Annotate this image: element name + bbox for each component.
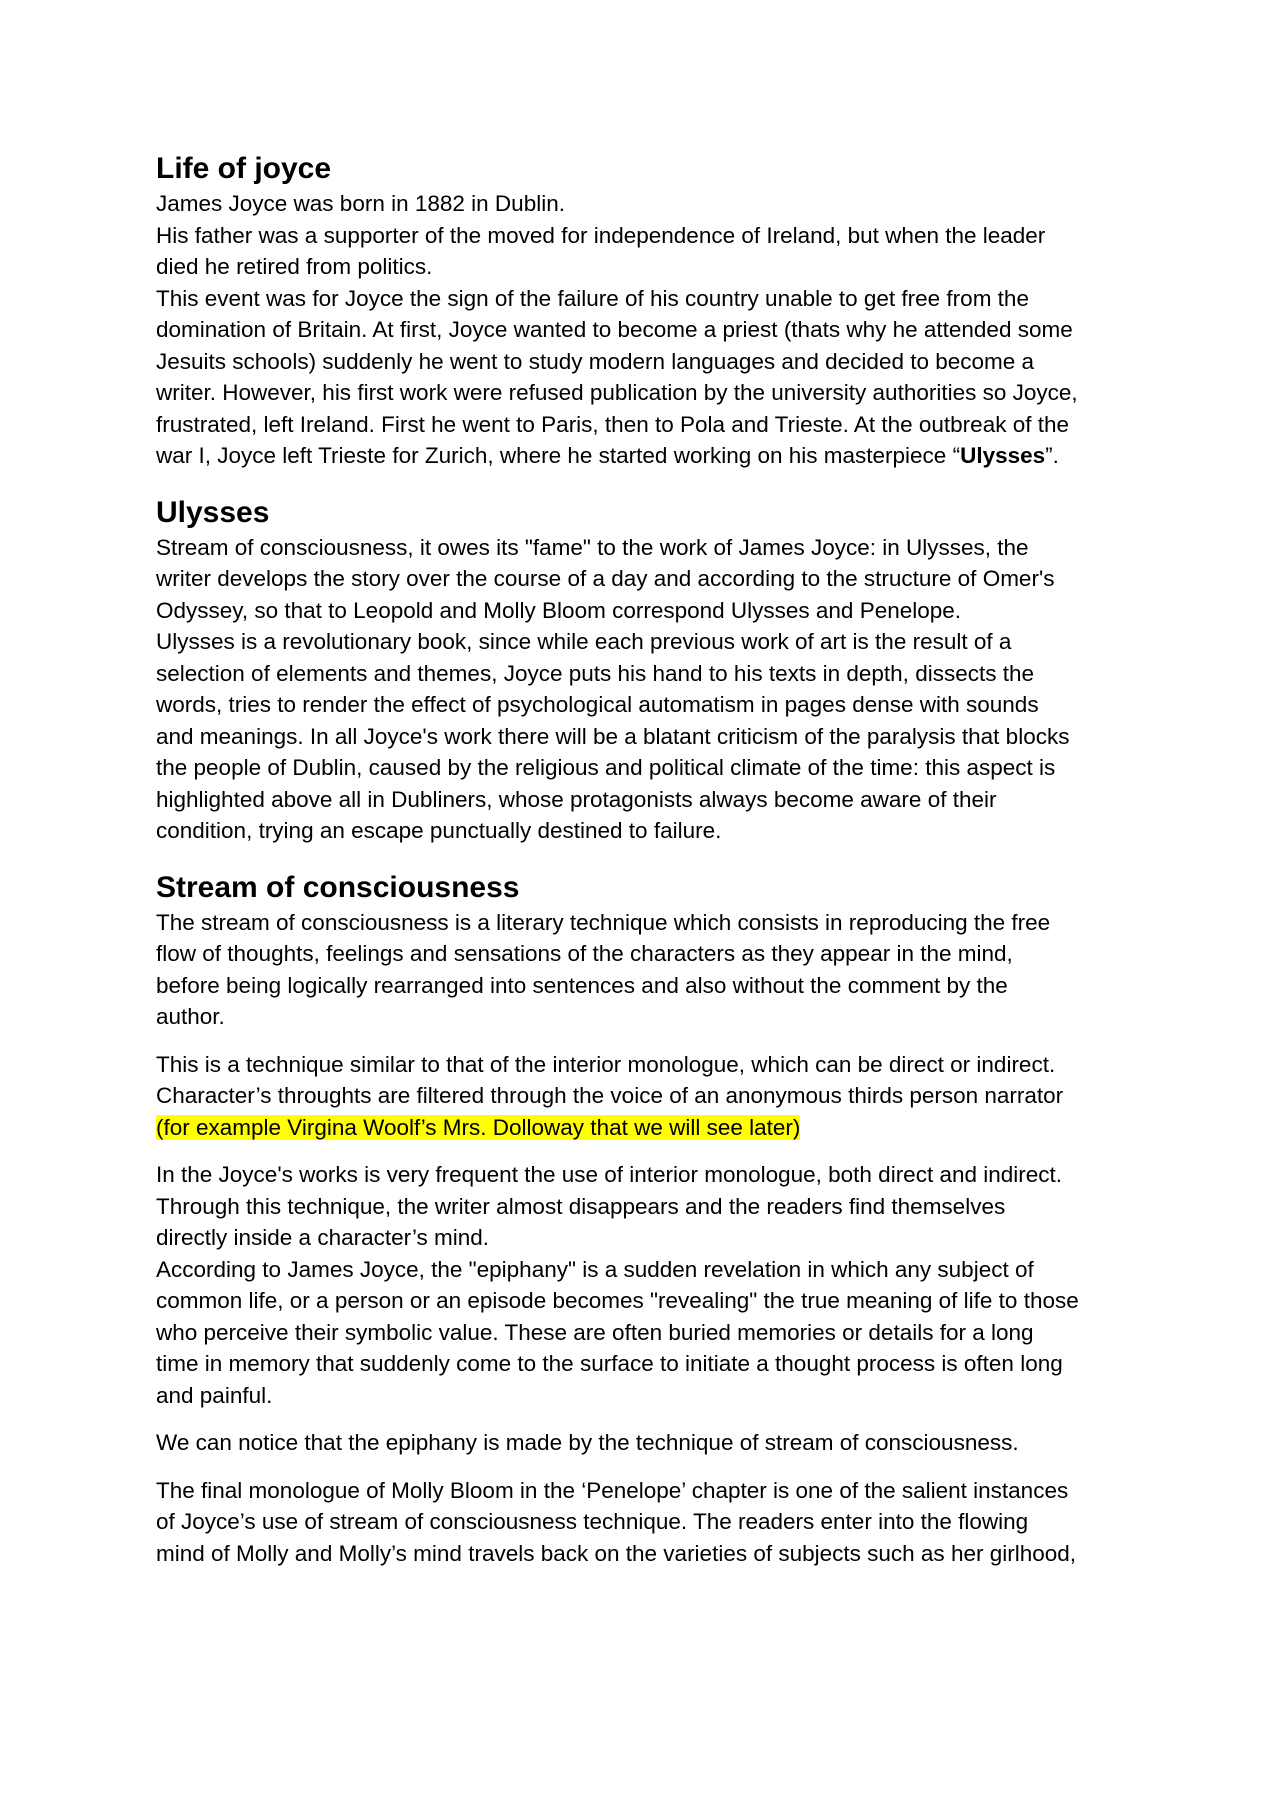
- text-line: time in memory that suddenly come to the surface to initiate a thought process is often long: [156, 1351, 1063, 1376]
- text-line: This event was for Joyce the sign of the failure of his country unable to get free from the: [156, 285, 1029, 311]
- heading-ulysses: Ulysses: [156, 495, 270, 529]
- text-line: Jesuits schools) suddenly he went to study modern languages and decided to become a: [156, 348, 1035, 374]
- text-line: of Joyce’s use of stream of consciousness technique. The readers enter into the flowing: [156, 1509, 1029, 1534]
- text-line: frustrated, left Ireland. First he went to Paris, then to Pola and Trieste. At the outbreak of the: [156, 411, 1069, 437]
- bold-title-ulysses: Ulysses: [960, 443, 1046, 468]
- highlighted-text: (for example Virgina Woolf’s Mrs. Dolloway that we will see later): [156, 1114, 801, 1140]
- text-line: James Joyce was born in 1882 in Dublin.: [156, 191, 565, 216]
- ulysses-paragraph: [156, 532, 1136, 847]
- text-line: flow of thoughts, feelings and sensations of the characters as they appear in the mind,: [156, 941, 1013, 966]
- text-line: mind of Molly and Molly’s mind travels back on the varieties of subjects such as her girlhood,: [156, 1540, 1077, 1566]
- text-line: and painful.: [156, 1382, 273, 1408]
- text-line: The stream of consciousness is a literary technique which consists in reproducing the free: [156, 909, 1051, 935]
- text-line: before being logically rearranged into sentences and also without the comment by the: [156, 972, 1008, 998]
- document-page: [156, 150, 1136, 1569]
- text-line: directly inside a character’s mind.: [156, 1225, 490, 1250]
- stream-paragraph-4: [156, 1427, 1136, 1459]
- text-fragment: war I, Joyce left Trieste for Zurich, where he started working on his masterpiece “: [156, 443, 961, 468]
- text-line: condition, trying an escape punctually destined to failure.: [156, 818, 722, 843]
- text-line: who perceive their symbolic value. These are often buried memories or details for a long: [156, 1319, 1034, 1345]
- text-line-highlighted: [156, 1112, 1136, 1144]
- life-paragraph: [156, 188, 1136, 472]
- text-fragment: ”.: [1045, 443, 1059, 468]
- text-line: and meanings. In all Joyce's work there will be a blatant criticism of the paralysis that blocks: [156, 723, 1070, 749]
- text-line: His father was a supporter of the moved for independence of Ireland, but when the leader: [156, 222, 1046, 248]
- text-line: The final monologue of Molly Bloom in the ‘Penelope’ chapter is one of the salient instances: [156, 1477, 1069, 1503]
- stream-paragraph-5: [156, 1475, 1136, 1570]
- text-line: author.: [156, 1004, 225, 1029]
- text-line: died he retired from politics.: [156, 254, 433, 279]
- text-line: In the Joyce's works is very frequent the use of interior monologue, both direct and indirect.: [156, 1162, 1063, 1187]
- stream-paragraph-2: [156, 1049, 1136, 1144]
- text-line: writer. However, his first work were refused publication by the university authorities so Joyce,: [156, 380, 1078, 405]
- text-line: According to James Joyce, the "epiphany" is a sudden revelation in which any subject of: [156, 1256, 1034, 1282]
- text-line: the people of Dublin, caused by the religious and political climate of the time: this aspect is: [156, 755, 1056, 780]
- text-line: Odyssey, so that to Leopold and Molly Bloom correspond Ulysses and Penelope.: [156, 597, 962, 623]
- text-line: selection of elements and themes, Joyce puts his hand to his texts in depth, dissects the: [156, 660, 1034, 686]
- text-line: writer develops the story over the course of a day and according to the structure of Omer's: [156, 566, 1055, 591]
- text-line: Stream of consciousness, it owes its "fame" to the work of James Joyce: in Ulysses, the: [156, 534, 1029, 560]
- text-line-last: [156, 440, 1136, 472]
- text-line: This is a technique similar to that of the interior monologue, which can be direct or indirect.: [156, 1051, 1056, 1077]
- text-line: highlighted above all in Dubliners, whose protagonists always become aware of their: [156, 786, 997, 812]
- text-line: words, tries to render the effect of psychological automatism in pages dense with sounds: [156, 692, 1039, 717]
- text-line: We can notice that the epiphany is made by the technique of stream of consciousness.: [156, 1430, 1019, 1455]
- text-line: Ulysses is a revolutionary book, since while each previous work of art is the result of a: [156, 629, 1012, 654]
- stream-paragraph-1: [156, 907, 1136, 1033]
- text-line: domination of Britain. At first, Joyce wanted to become a priest (thats why he attended some: [156, 317, 1073, 342]
- text-line: common life, or a person or an episode becomes "revealing" the true meaning of life to those: [156, 1288, 1079, 1313]
- heading-stream-of-consciousness: Stream of consciousness: [156, 870, 520, 904]
- heading-life-of-joyce: Life of joyce: [156, 152, 332, 185]
- text-line: Through this technique, the writer almost disappears and the readers find themselves: [156, 1193, 1006, 1219]
- text-line: Character’s throughts are filtered through the voice of an anonymous thirds person narrator: [156, 1083, 1064, 1108]
- stream-paragraph-3: [156, 1159, 1136, 1411]
